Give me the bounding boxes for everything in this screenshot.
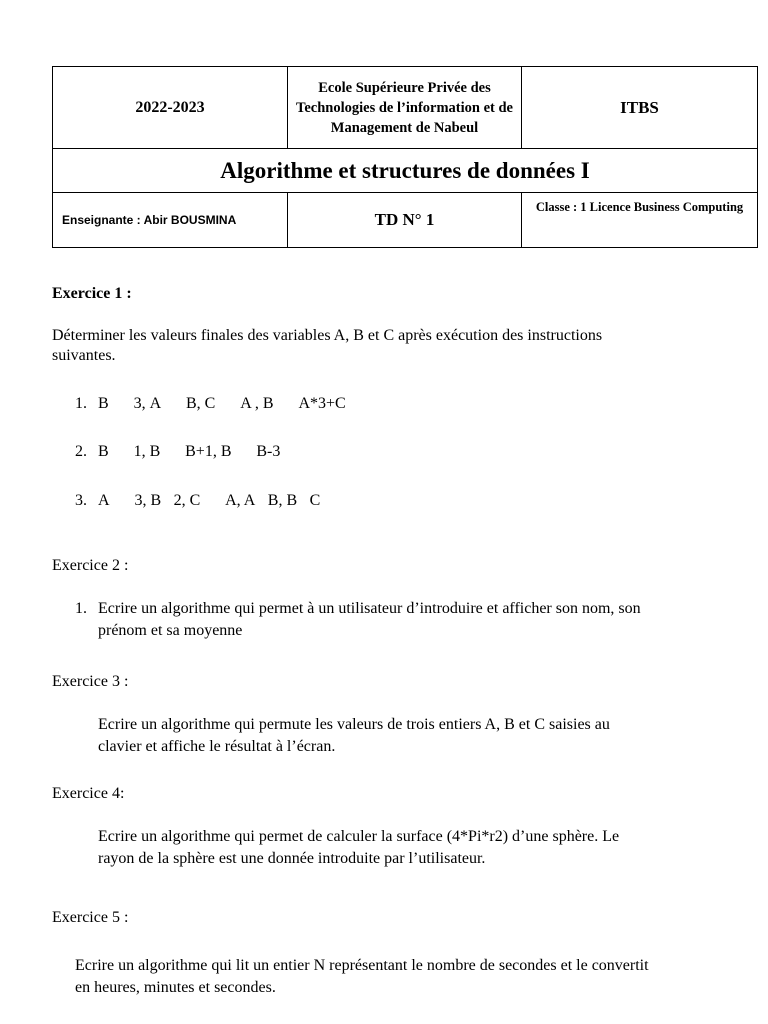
exercise-4-text-line1: Ecrire un algorithme qui permet de calculer la surface (4*Pi*r2) d’une sphère. Le [98,828,620,845]
exercise-5-title: Exercice 5 : [52,909,129,926]
exercise-1-intro-line2: suivantes. [52,347,116,364]
exercise-4-text-line2: rayon de la sphère est une donnée introduite par l’utilisateur. [98,850,486,867]
exercise-4-title: Exercice 4: [52,785,125,802]
exercise-1-intro-line1: Déterminer les valeurs finales des variables A, B et C après exécution des instructions [52,327,603,344]
exercise-2-text-line1: Ecrire un algorithme qui permet à un utilisateur d’introduire et afficher son nom, son [98,600,641,617]
academic-year: 2022-2023 [53,67,288,149]
td-number: TD N° 1 [288,193,522,248]
school-name: Ecole Supérieure Privée des Technologies de l’information et de Management de Nabeul [288,67,522,149]
exercise-3-title: Exercice 3 : [52,673,129,690]
class-level: Classe : 1 Licence Business Computing [522,193,758,248]
exercise-5-text-line1: Ecrire un algorithme qui lit un entier N représentant le nombre de secondes et le convertit [75,957,649,974]
list-item-number: 3. [75,492,87,509]
exercise-1-title: Exercice 1 : [52,285,132,302]
list-item-number: 1. [75,395,87,412]
exercise-2-text-line2: prénom et sa moyenne [98,622,243,639]
exercise-3-text-line2: clavier et affiche le résultat à l’écran. [98,738,336,755]
list-item-number: 2. [75,443,87,460]
course-title: Algorithme et structures de données I [53,149,758,193]
list-item-number: 1. [75,600,87,617]
exercise-5-text-line2: en heures, minutes et secondes. [75,979,276,996]
exercise-1-item-3: A 3, B 2, C A, A B, B C [98,492,251,509]
exercise-2-title: Exercice 2 : [52,557,129,574]
institution-code: ITBS [522,67,758,149]
exercise-3-text-line1: Ecrire un algorithme qui permute les valeurs de trois entiers A, B et C saisies au [98,716,610,733]
exercise-1-item-1: B 3, A B, C A , B A*3+C [98,395,259,412]
teacher-name: Enseignante : Abir BOUSMINA [53,193,288,248]
exercise-1-item-2: B 1, B B+1, B B-3 [98,443,218,460]
header-table [52,66,758,248]
